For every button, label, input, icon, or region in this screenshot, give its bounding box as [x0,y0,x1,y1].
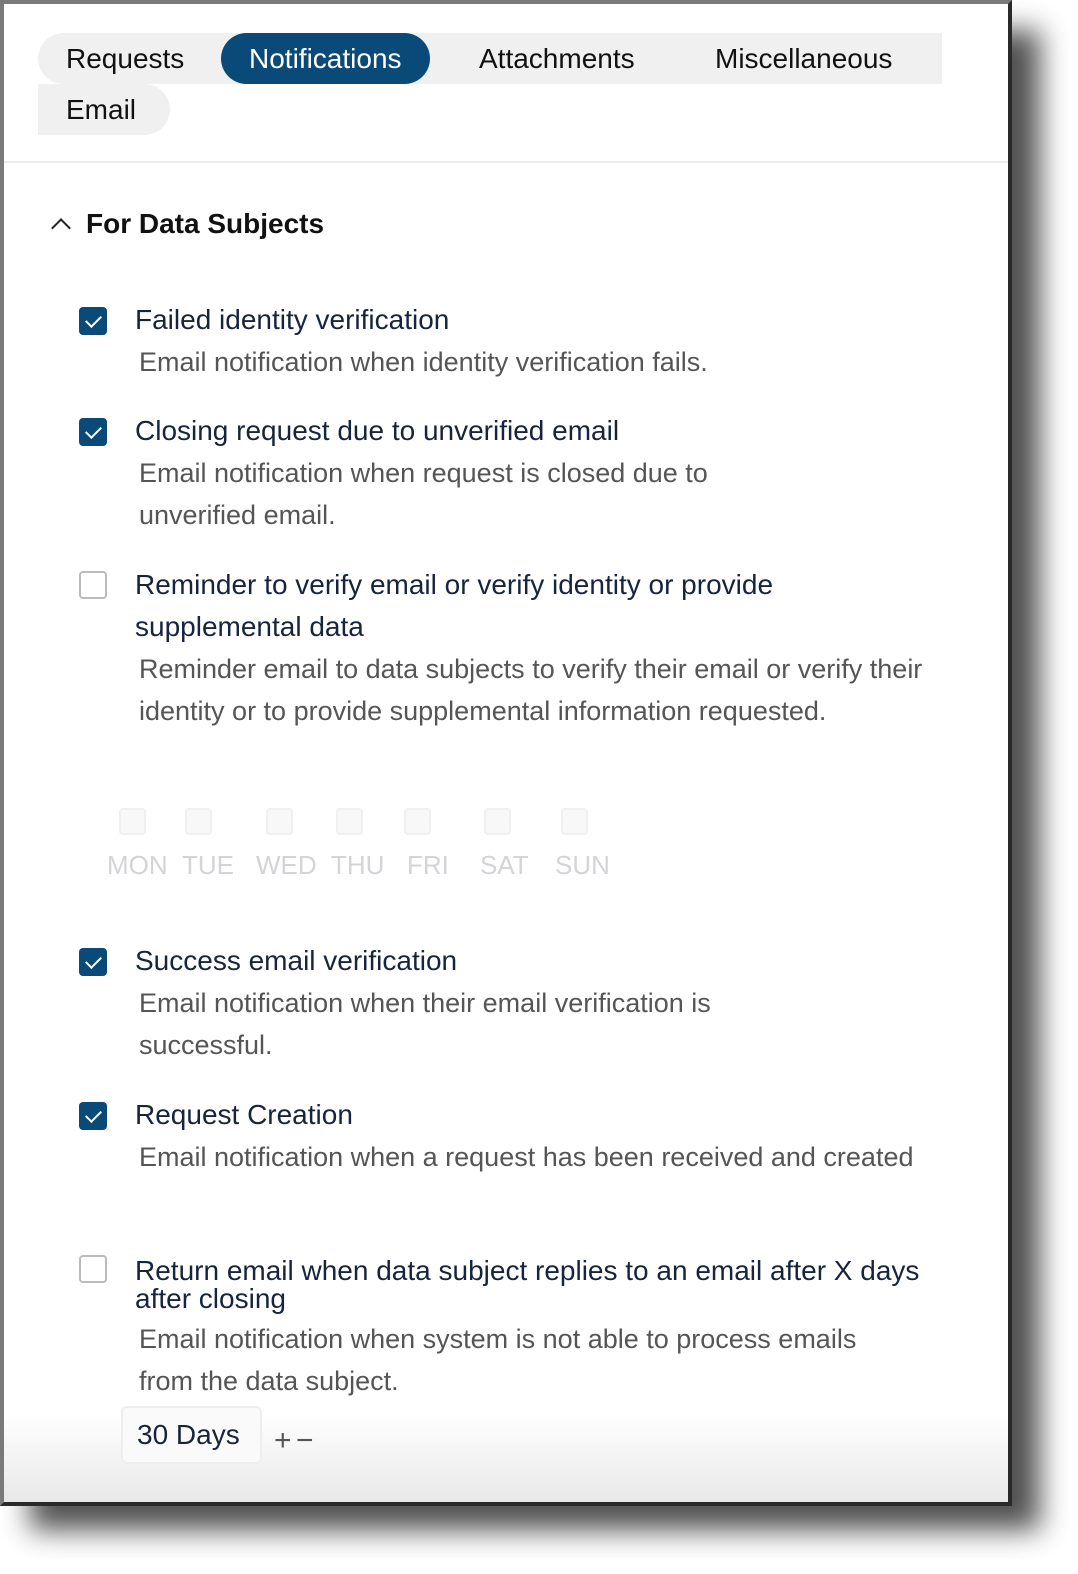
checkbox-return-email[interactable] [79,1255,107,1283]
item-desc: Email notification when identity verification fails. [139,347,708,377]
item-desc: Reminder email to data subjects to verify their email or verify their identity or to provide supplemental information requested. [139,654,923,726]
day-checkbox-fri[interactable] [404,808,431,835]
tab-email[interactable]: Email [38,84,170,135]
day-checkbox-sun[interactable] [561,808,588,835]
tab-notifications[interactable]: Notifications [221,33,430,84]
item-title: Failed identity verification [135,304,450,335]
tab-bar [38,33,942,84]
item-desc: Email notification when their email verification is successful. [139,988,711,1060]
checkbox-reminder[interactable] [79,571,107,599]
checkbox-request-creation[interactable] [79,1102,107,1130]
item-desc: Email notification when a request has been received and created [139,1142,914,1172]
decrement-button[interactable]: − [296,1424,314,1457]
day-checkbox-thu[interactable] [336,808,363,835]
item-title: Success email verification [135,945,458,976]
day-label: MON [107,850,168,880]
day-checkbox-wed[interactable] [266,808,293,835]
item-desc: Email notification when system is not able to process emails from the data subject. [139,1324,857,1396]
return-days-input[interactable]: 30 Days [121,1406,262,1464]
increment-button[interactable]: + [274,1424,292,1457]
item-desc: Email notification when request is closed due to unverified email. [139,458,708,530]
tab-attachments[interactable]: Attachments [479,43,635,74]
day-label: FRI [407,850,449,880]
divider [4,161,1008,163]
item-title: Closing request due to unverified email [135,415,620,446]
section-title: For Data Subjects [86,208,325,239]
section-header-for-data-subjects[interactable] [48,208,324,240]
chevron-up-icon [51,218,71,238]
checkbox-success-email[interactable] [79,948,107,976]
item-title: Request Creation [135,1099,353,1130]
day-checkbox-tue[interactable] [185,808,212,835]
day-checkbox-sat[interactable] [484,808,511,835]
item-title: Return email when data subject replies to an email after X days after closing [135,1255,920,1314]
day-label: WED [256,850,317,880]
checkbox-closing-request[interactable] [79,418,107,446]
checkbox-failed-identity[interactable] [79,307,107,335]
tab-requests[interactable]: Requests [66,43,185,74]
tab-miscellaneous[interactable]: Miscellaneous [715,43,893,74]
day-label: TUE [182,850,234,880]
day-label: THU [331,850,385,880]
item-title: Reminder to verify email or verify identity or provide supplemental data [135,569,774,642]
day-label: SUN [555,850,610,880]
day-checkbox-mon[interactable] [119,808,146,835]
day-label: SAT [480,850,529,880]
